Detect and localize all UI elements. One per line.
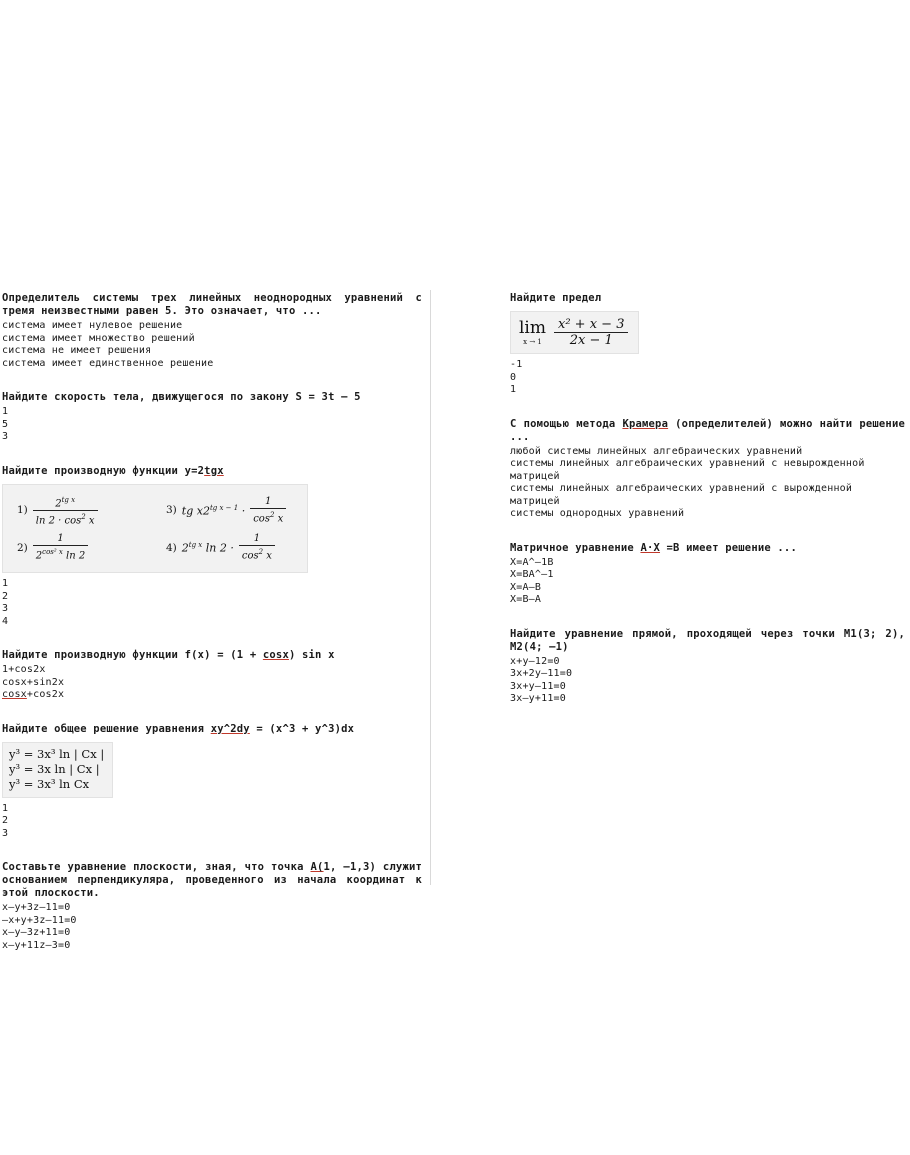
question-line-equation bbox=[510, 628, 905, 706]
option-item[interactable]: системы линейных алгебраических уравнений с вырожденной матрицей bbox=[510, 483, 859, 507]
question-title: Матричное уравнение A·X =B имеет решение ... bbox=[510, 541, 797, 554]
spacer bbox=[2, 384, 422, 391]
question-title: С помощью метода Крамера (определителей) можно найти решение ... bbox=[510, 417, 905, 443]
expression-lead: tg $x2^{tg x - 1}$ · bbox=[181, 503, 246, 518]
underlined-term: A( bbox=[310, 861, 324, 874]
option-item[interactable]: 5 bbox=[2, 418, 9, 430]
spacer bbox=[2, 458, 422, 465]
question-derivative-cosx bbox=[2, 649, 422, 702]
option-item[interactable]: 3x+y–11=0 bbox=[510, 680, 566, 692]
fraction-denominator: $\cos^2 x$ bbox=[239, 545, 275, 562]
option-item[interactable]: –x+y+3z–11=0 bbox=[2, 914, 77, 926]
fraction-numerator: x² + x − 3 bbox=[558, 317, 625, 332]
derivative-option-3 bbox=[166, 494, 291, 528]
question-title: Найдите предел bbox=[510, 292, 602, 304]
solution-line: y³ = 3x³ ln Cx bbox=[9, 776, 90, 791]
option-item[interactable]: X=A–B bbox=[510, 581, 542, 593]
spacer bbox=[2, 854, 422, 861]
fraction-numerator: $2^{tg x}$ bbox=[55, 495, 76, 509]
option-item[interactable]: система имеет единственное решение bbox=[2, 357, 214, 369]
derivative-option-1 bbox=[17, 494, 152, 528]
option-item[interactable]: X=A^–1B bbox=[510, 556, 554, 568]
option-item[interactable]: x–y+11z–3=0 bbox=[2, 939, 71, 951]
question-title: Найдите производную функции f(x) = (1 + cosx) sin x bbox=[2, 649, 335, 662]
fraction bbox=[33, 494, 98, 528]
limit-word: lim bbox=[519, 317, 546, 338]
limit-formula-image bbox=[510, 311, 639, 354]
limit-row bbox=[519, 317, 628, 348]
option-item[interactable]: 3x–y+11=0 bbox=[510, 693, 566, 704]
option-item[interactable]: 3x+2y–11=0 bbox=[510, 668, 573, 679]
question-title-text: Найдите производную функции y=2tgx bbox=[2, 464, 224, 477]
underlined-term: xy^2dy bbox=[210, 722, 250, 735]
limit-subscript: x → 1 bbox=[523, 337, 542, 346]
solution-line: y³ = 3x³ ln | Cx | bbox=[9, 746, 105, 761]
option-index: 3) bbox=[166, 504, 177, 517]
limit-symbol bbox=[519, 317, 546, 346]
spacer bbox=[510, 621, 905, 628]
option-item[interactable]: системы однородных уравнений bbox=[510, 508, 685, 519]
option-item[interactable]: любой системы линейных алгебраических уравнений bbox=[510, 445, 803, 457]
option-item[interactable]: x–y–3z+11=0 bbox=[2, 927, 71, 939]
option-item[interactable]: -1 bbox=[510, 359, 523, 370]
spacer bbox=[510, 535, 905, 542]
option-item[interactable]: X=B–A bbox=[510, 594, 542, 605]
option-item[interactable]: 3 bbox=[2, 603, 9, 615]
right-column bbox=[510, 292, 905, 720]
question-title: Найдите уравнение прямой, проходящей через точки M1(3; 2), M2(4; –1) bbox=[510, 627, 905, 653]
question-plane-equation bbox=[2, 861, 422, 952]
option-item[interactable]: 3 bbox=[2, 827, 9, 839]
fraction-numerator: 1 bbox=[253, 533, 261, 545]
question-limit bbox=[510, 292, 905, 397]
fraction-denominator: $\cos^2 x$ bbox=[250, 508, 286, 525]
fraction-denominator: $2^{cos^2 x}$ ln 2 bbox=[33, 545, 88, 562]
option-index: 4) bbox=[166, 541, 177, 554]
option-item[interactable]: системы линейных алгебраических уравнений с невырожденной матрицей bbox=[510, 458, 871, 482]
derivative-option-4 bbox=[166, 533, 291, 562]
underlined-term: Крамера bbox=[622, 417, 669, 430]
option-item[interactable]: 1 bbox=[2, 802, 9, 814]
question-title: Составьте уравнение плоскости, зная, что точка A(1, –1,3) служит основанием перпендикуляра, проведенного из начала координат к этой плоскости. bbox=[2, 861, 423, 900]
question-title: Найдите скорость тела, движущегося по закону S = 3t – 5 bbox=[2, 391, 361, 403]
option-item[interactable]: 1 bbox=[510, 384, 517, 395]
option-item[interactable]: система имеет нулевое решение bbox=[2, 320, 183, 331]
question-title: Определитель системы трех линейных неоднородных уравнений с тремя неизвестными равен 5. Это означает, что ... bbox=[2, 292, 422, 317]
fraction-numerator: 1 bbox=[265, 495, 272, 507]
question-title: Найдите общее решение уравнения xy^2dy = (x^3 + y^3)dx bbox=[2, 722, 355, 735]
option-item[interactable]: cosx+sin2x bbox=[2, 676, 65, 688]
option-item[interactable]: система имеет множество решений bbox=[2, 332, 195, 344]
question-title bbox=[2, 465, 422, 478]
option-item[interactable]: 1 bbox=[2, 406, 9, 417]
fraction bbox=[250, 496, 286, 525]
fraction bbox=[239, 533, 275, 562]
underlined-term: cosx bbox=[2, 689, 27, 701]
option-item[interactable]: 4 bbox=[2, 615, 9, 627]
question-speed bbox=[2, 391, 422, 444]
expression-lead: $2^{tg x}$ ln 2 · bbox=[181, 540, 234, 555]
fraction bbox=[554, 317, 628, 348]
option-index: 2) bbox=[17, 541, 28, 554]
option-item[interactable]: 1 bbox=[2, 578, 9, 590]
spacer bbox=[510, 411, 905, 418]
fraction-numerator: 1 bbox=[57, 533, 64, 545]
question-general-solution bbox=[2, 723, 422, 841]
option-item[interactable]: система не имеет решения bbox=[2, 345, 152, 356]
option-item[interactable]: x–y+3z–11=0 bbox=[2, 902, 71, 914]
option-item[interactable]: 2 bbox=[2, 590, 9, 602]
option-item[interactable]: x+y–12=0 bbox=[510, 655, 560, 667]
column-divider bbox=[430, 290, 431, 885]
question-matrix-equation bbox=[510, 542, 905, 607]
question-cramer bbox=[510, 418, 905, 521]
fraction bbox=[33, 533, 88, 562]
question-derivative-2tgx bbox=[2, 465, 422, 629]
spacer bbox=[2, 642, 422, 649]
option-index: 1) bbox=[17, 504, 28, 517]
option-item[interactable]: 3 bbox=[2, 431, 9, 442]
underlined-term: tgx bbox=[204, 464, 224, 477]
derivative-option-2 bbox=[17, 533, 152, 562]
fraction-denominator: 2x − 1 bbox=[554, 332, 628, 348]
solution-line: y³ = 3x ln | Cx | bbox=[9, 761, 100, 776]
general-solution-image bbox=[2, 742, 113, 798]
underlined-term: cosx bbox=[262, 649, 289, 662]
derivative-options-image bbox=[2, 484, 308, 574]
option-item[interactable]: X=BA^–1 bbox=[510, 569, 554, 580]
fraction-denominator: $\ln 2 \cdot \cos^2 x$ bbox=[33, 510, 98, 527]
option-item[interactable]: 0 bbox=[510, 371, 517, 383]
question-determinant bbox=[2, 292, 422, 370]
option-item[interactable]: 1+cos2x bbox=[2, 664, 46, 676]
underlined-term: A·X bbox=[640, 541, 661, 554]
left-column bbox=[2, 292, 422, 966]
option-item[interactable]: cosx+cos2x bbox=[2, 689, 65, 701]
derivative-options-grid bbox=[11, 489, 299, 569]
option-item[interactable]: 2 bbox=[2, 815, 9, 827]
spacer bbox=[2, 716, 422, 723]
